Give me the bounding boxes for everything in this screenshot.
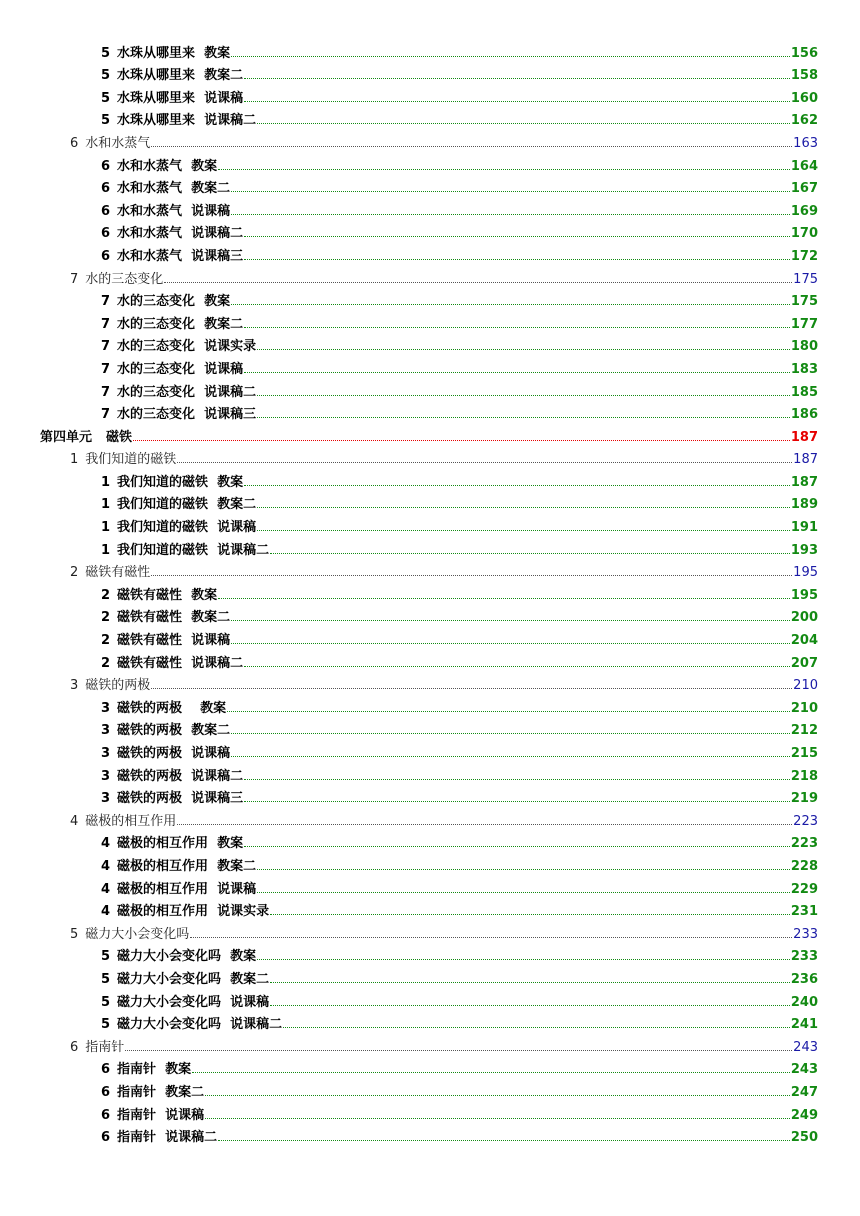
toc-entry-title: 磁力大小会变化吗 — [85, 926, 190, 942]
toc-entry-doc[interactable] — [0, 289, 860, 312]
toc-entry-lesson[interactable] — [0, 921, 860, 944]
toc-entry-title: 指南针 教案二 — [117, 1084, 205, 1100]
dot-leader — [244, 236, 790, 237]
toc-entry-page-number: 158 — [790, 68, 818, 84]
dot-leader — [244, 101, 790, 102]
toc-entry-line — [101, 177, 818, 198]
dot-leader — [244, 372, 790, 373]
toc-entry-number: 2 — [101, 633, 111, 649]
toc-entry-line — [101, 471, 818, 492]
toc-entry-line — [70, 1036, 818, 1057]
toc-entry-title: 磁铁有磁性 说课稿二 — [117, 655, 244, 671]
dot-leader — [257, 349, 790, 350]
toc-entry-line — [101, 1126, 818, 1147]
toc-entry-page-number: 193 — [790, 542, 818, 558]
toc-entry-number: 4 — [70, 813, 79, 829]
toc-entry-doc[interactable] — [0, 1057, 860, 1080]
dot-leader — [257, 530, 790, 531]
toc-entry-doc[interactable] — [0, 582, 860, 605]
toc-entry-doc[interactable] — [0, 356, 860, 379]
toc-entry-title: 磁力大小会变化吗 说课稿 — [117, 994, 270, 1010]
toc-entry-page-number: 162 — [790, 113, 818, 129]
toc-entry-line — [70, 268, 818, 289]
toc-entry-doc[interactable] — [0, 176, 860, 199]
dot-leader — [244, 327, 790, 328]
dot-leader — [244, 485, 790, 486]
toc-entry-line — [70, 132, 818, 153]
dot-leader — [227, 711, 790, 712]
toc-entry-title: 水的三态变化 教案 — [117, 294, 231, 310]
toc-entry-doc[interactable] — [0, 1125, 860, 1148]
toc-entry-page-number: 189 — [790, 497, 818, 513]
toc-entry-number: 7 — [101, 316, 111, 332]
toc-entry-lesson[interactable] — [0, 447, 860, 470]
toc-entry-doc[interactable] — [0, 108, 860, 131]
toc-entry-title: 指南针 说课稿 — [117, 1107, 205, 1123]
toc-entry-line — [101, 109, 818, 130]
toc-entry-line — [101, 719, 818, 740]
toc-entry-title: 磁力大小会变化吗 说课稿二 — [117, 1017, 283, 1033]
toc-entry-page-number: 180 — [790, 339, 818, 355]
toc-entry-number: 2 — [101, 587, 111, 603]
toc-entry-number: 7 — [101, 339, 111, 355]
toc-entry-title: 水的三态变化 — [85, 271, 164, 287]
dot-leader — [231, 214, 790, 215]
toc-entry-doc[interactable] — [0, 1102, 860, 1125]
toc-entry-line — [101, 64, 818, 85]
dot-leader — [133, 440, 790, 441]
toc-entry-title: 水和水蒸气 教案 — [117, 158, 218, 174]
toc-entry-number: 5 — [101, 994, 111, 1010]
toc-entry-title: 磁极的相互作用 — [85, 813, 177, 829]
toc-entry-page-number: 195 — [790, 587, 818, 603]
toc-entry-line — [101, 742, 818, 763]
toc-entry-line — [101, 539, 818, 560]
toc-entry-doc[interactable] — [0, 514, 860, 537]
toc-entry-title: 磁铁有磁性 说课稿 — [117, 633, 231, 649]
toc-entry-title: 磁铁的两极 教案 — [117, 700, 227, 716]
dot-leader — [257, 869, 790, 870]
toc-entry-page-number: 156 — [790, 45, 818, 61]
toc-entry-page-number: 223 — [790, 836, 818, 852]
toc-entry-page-number: 186 — [790, 407, 818, 423]
dot-leader — [164, 282, 792, 283]
toc-entry-page-number: 187 — [790, 474, 818, 490]
toc-entry-doc[interactable] — [0, 40, 860, 63]
toc-entry-title: 磁铁的两极 教案二 — [117, 723, 231, 739]
toc-entry-doc[interactable] — [0, 1012, 860, 1035]
dot-leader — [177, 824, 792, 825]
toc-entry-number: 5 — [101, 1017, 111, 1033]
toc-entry-number: 7 — [101, 294, 111, 310]
toc-entry-title: 磁极的相互作用 说课稿 — [117, 881, 257, 897]
toc-entry-doc[interactable] — [0, 1079, 860, 1102]
toc-entry-number: 5 — [101, 90, 111, 106]
toc-entry-page-number: 247 — [790, 1084, 818, 1100]
toc-entry-line — [70, 923, 818, 944]
toc-entry-page-number: 228 — [790, 858, 818, 874]
toc-entry-unit[interactable] — [0, 424, 860, 447]
dot-leader — [218, 169, 790, 170]
toc-entry-lesson[interactable] — [0, 808, 860, 831]
toc-entry-doc[interactable] — [0, 966, 860, 989]
toc-entry-doc[interactable] — [0, 605, 860, 628]
toc-entry-title: 我们知道的磁铁 说课稿 — [117, 520, 257, 536]
toc-entry-line — [101, 1081, 818, 1102]
dot-leader — [270, 914, 790, 915]
toc-entry-page-number: 250 — [790, 1130, 818, 1146]
dot-leader — [257, 507, 790, 508]
dot-leader — [151, 688, 792, 689]
dot-leader — [218, 1140, 790, 1141]
dot-leader — [231, 56, 790, 57]
toc-entry-number: 2 — [101, 655, 111, 671]
toc-entry-doc[interactable] — [0, 311, 860, 334]
toc-entry-number: 4 — [101, 836, 111, 852]
toc-entry-line — [101, 606, 818, 627]
dot-leader — [151, 146, 792, 147]
toc-entry-page-number: 212 — [790, 723, 818, 739]
toc-entry-number: 2 — [70, 565, 79, 581]
toc-entry-lesson[interactable] — [0, 130, 860, 153]
toc-entry-lesson[interactable] — [0, 560, 860, 583]
toc-entry-title: 水珠从哪里来 教案二 — [117, 68, 244, 84]
dot-leader — [205, 1095, 790, 1096]
toc-entry-lesson[interactable] — [0, 1034, 860, 1057]
dot-leader — [270, 982, 790, 983]
toc-entry-page-number: 187 — [790, 429, 818, 445]
toc-entry-doc[interactable] — [0, 85, 860, 108]
toc-entry-number: 6 — [101, 1130, 111, 1146]
dot-leader — [231, 304, 790, 305]
toc-entry-line — [70, 810, 818, 831]
toc-entry-page-number: 240 — [790, 994, 818, 1010]
toc-entry-page-number: 219 — [790, 791, 818, 807]
toc-entry-page-number: 164 — [790, 158, 818, 174]
toc-entry-line — [101, 516, 818, 537]
dot-leader — [231, 620, 790, 621]
toc-entry-line — [101, 832, 818, 853]
toc-entry-line — [101, 381, 818, 402]
toc-entry-line — [101, 155, 818, 176]
toc-entry-line — [101, 787, 818, 808]
toc-entry-number: 1 — [101, 497, 111, 513]
toc-entry-doc[interactable] — [0, 492, 860, 515]
toc-entry-doc[interactable] — [0, 786, 860, 809]
toc-entry-title: 水珠从哪里来 说课稿 — [117, 90, 244, 106]
toc-entry-title: 水的三态变化 说课稿三 — [117, 407, 257, 423]
toc-entry-number: 6 — [101, 1107, 111, 1123]
dot-leader — [257, 395, 790, 396]
toc-entry-title: 水和水蒸气 教案二 — [117, 181, 231, 197]
dot-leader — [218, 598, 790, 599]
toc-entry-line — [101, 878, 818, 899]
toc-entry-line — [101, 855, 818, 876]
dot-leader — [244, 666, 790, 667]
toc-entry-line — [101, 87, 818, 108]
toc-entry-page-number: 218 — [790, 768, 818, 784]
toc-entry-title: 我们知道的磁铁 说课稿二 — [117, 542, 270, 558]
toc-entry-page-number: 177 — [790, 316, 818, 332]
toc-entry-number: 5 — [101, 113, 111, 129]
toc-entry-doc[interactable] — [0, 763, 860, 786]
toc-entry-page-number: 223 — [793, 813, 818, 829]
toc-entry-doc[interactable] — [0, 831, 860, 854]
toc-entry-line — [101, 1013, 818, 1034]
dot-leader — [231, 733, 790, 734]
toc-entry-doc[interactable] — [0, 899, 860, 922]
toc-entry-number: 5 — [70, 926, 79, 942]
toc-entry-page-number: 241 — [790, 1017, 818, 1033]
toc-entry-doc[interactable] — [0, 718, 860, 741]
toc-entry-page-number: 200 — [790, 610, 818, 626]
toc-entry-number: 5 — [101, 45, 111, 61]
toc-entry-number: 4 — [101, 858, 111, 874]
toc-entry-line — [101, 245, 818, 266]
toc-entry-number: 3 — [101, 791, 111, 807]
toc-entry-title: 磁铁有磁性 — [85, 565, 151, 581]
toc-entry-lesson[interactable] — [0, 673, 860, 696]
toc-entry-title: 磁铁有磁性 教案二 — [117, 610, 231, 626]
toc-entry-number: 7 — [70, 271, 79, 287]
toc-entry-page-number: 169 — [790, 203, 818, 219]
toc-entry-page-number: 249 — [790, 1107, 818, 1123]
toc-entry-number: 2 — [101, 610, 111, 626]
toc-entry-number: 7 — [101, 384, 111, 400]
toc-entry-doc[interactable] — [0, 379, 860, 402]
toc-entry-number: 5 — [101, 971, 111, 987]
dot-leader — [244, 846, 790, 847]
toc-entry-line — [101, 493, 818, 514]
toc-entry-page-number: 243 — [793, 1039, 818, 1055]
toc-entry-title: 磁铁的两极 说课稿 — [117, 746, 231, 761]
toc-entry-title: 我们知道的磁铁 教案二 — [117, 497, 257, 513]
dot-leader — [190, 937, 792, 938]
toc-entry-title: 磁极的相互作用 说课实录 — [117, 904, 270, 920]
toc-entry-line — [101, 629, 818, 650]
dot-leader — [244, 78, 790, 79]
toc-entry-line — [101, 968, 818, 989]
toc-entry-doc[interactable] — [0, 853, 860, 876]
toc-entry-number: 4 — [101, 881, 111, 897]
dot-leader — [257, 417, 790, 418]
toc-entry-line — [40, 426, 818, 447]
toc-entry-number: 3 — [101, 723, 111, 739]
toc-entry-title: 磁铁 — [106, 429, 133, 445]
toc-entry-line — [101, 991, 818, 1012]
toc-entry-title: 磁极的相互作用 教案 — [117, 836, 244, 852]
toc-entry-number: 6 — [70, 135, 79, 151]
toc-entry-number: 1 — [101, 474, 111, 490]
toc-entry-title: 水的三态变化 说课稿 — [117, 361, 244, 377]
toc-entry-page-number: 185 — [790, 384, 818, 400]
toc-entry-doc[interactable] — [0, 650, 860, 673]
toc-entry-title: 磁铁的两极 说课稿二 — [117, 768, 244, 784]
toc-entry-number: 7 — [101, 361, 111, 377]
toc-entry-number: 第四单元 — [40, 429, 93, 445]
toc-entry-number: 6 — [101, 1062, 111, 1078]
toc-entry-number: 1 — [70, 452, 79, 468]
toc-entry-number: 6 — [101, 203, 111, 219]
toc-entry-line — [70, 561, 818, 582]
toc-entry-doc[interactable] — [0, 537, 860, 560]
toc-entry-line — [101, 1104, 818, 1125]
toc-entry-title: 磁力大小会变化吗 教案二 — [117, 971, 270, 987]
dot-leader — [125, 1050, 792, 1051]
toc-entry-title: 指南针 — [85, 1039, 125, 1055]
toc-entry-number: 6 — [101, 181, 111, 197]
dot-leader — [151, 575, 792, 576]
toc-entry-page-number: 175 — [793, 271, 818, 287]
dot-leader — [270, 1005, 790, 1006]
toc-entry-number: 5 — [101, 949, 111, 965]
toc-entry-page-number: 215 — [790, 746, 818, 761]
dot-leader — [270, 553, 790, 554]
toc-entry-title: 我们知道的磁铁 教案 — [117, 474, 244, 490]
toc-entry-page-number: 207 — [790, 655, 818, 671]
toc-entry-number: 3 — [101, 746, 111, 761]
toc-entry-line — [101, 584, 818, 605]
toc-entry-doc[interactable] — [0, 153, 860, 176]
toc-entry-doc[interactable] — [0, 243, 860, 266]
toc-entry-title: 我们知道的磁铁 — [85, 452, 177, 468]
dot-leader — [257, 959, 790, 960]
toc-entry-title: 水的三态变化 说课稿二 — [117, 384, 257, 400]
toc-entry-number: 6 — [101, 226, 111, 242]
toc-entry-line — [101, 1058, 818, 1079]
toc-entry-title: 磁极的相互作用 教案二 — [117, 858, 257, 874]
toc-entry-page-number: 167 — [790, 181, 818, 197]
toc-entry-doc[interactable] — [0, 876, 860, 899]
toc-entry-line — [101, 945, 818, 966]
toc-entry-page-number: 229 — [790, 881, 818, 897]
toc-entry-doc[interactable] — [0, 944, 860, 967]
toc-entry-doc[interactable] — [0, 627, 860, 650]
toc-entry-page-number: 160 — [790, 90, 818, 106]
dot-leader — [257, 892, 790, 893]
dot-leader — [231, 756, 790, 757]
toc-entry-page-number: 191 — [790, 520, 818, 536]
toc-entry-line — [101, 403, 818, 424]
dot-leader — [257, 123, 790, 124]
table-of-contents — [0, 40, 860, 1147]
toc-entry-line — [101, 200, 818, 221]
toc-entry-line — [101, 222, 818, 243]
toc-entry-page-number: 233 — [790, 949, 818, 965]
toc-entry-line — [101, 313, 818, 334]
toc-entry-doc[interactable] — [0, 740, 860, 763]
toc-entry-title: 水的三态变化 教案二 — [117, 316, 244, 332]
toc-entry-line — [101, 42, 818, 63]
toc-entry-doc[interactable] — [0, 469, 860, 492]
toc-entry-title: 水和水蒸气 — [85, 135, 151, 151]
toc-entry-line — [101, 765, 818, 786]
toc-entry-number: 1 — [101, 520, 111, 536]
toc-entry-number: 7 — [101, 407, 111, 423]
dot-leader — [244, 259, 790, 260]
toc-entry-title: 水珠从哪里来 教案 — [117, 45, 231, 61]
toc-entry-doc[interactable] — [0, 221, 860, 244]
toc-entry-number: 4 — [101, 904, 111, 920]
toc-entry-number: 6 — [101, 158, 111, 174]
toc-entry-number: 1 — [101, 542, 111, 558]
toc-entry-page-number: 204 — [790, 633, 818, 649]
toc-entry-title: 磁铁的两极 — [85, 678, 151, 694]
dot-leader — [244, 779, 790, 780]
toc-entry-number: 6 — [101, 248, 111, 264]
dot-leader — [231, 643, 790, 644]
toc-entry-page-number: 175 — [790, 294, 818, 310]
dot-leader — [177, 462, 792, 463]
toc-entry-line — [101, 358, 818, 379]
toc-entry-line — [101, 652, 818, 673]
toc-entry-doc[interactable] — [0, 402, 860, 425]
toc-entry-title: 指南针 说课稿二 — [117, 1130, 218, 1146]
dot-leader — [244, 801, 790, 802]
toc-entry-title: 水和水蒸气 说课稿 — [117, 203, 231, 219]
toc-entry-number: 3 — [70, 678, 79, 694]
toc-entry-title: 水和水蒸气 说课稿三 — [117, 248, 244, 264]
toc-entry-lesson[interactable] — [0, 266, 860, 289]
toc-entry-page-number: 163 — [793, 135, 818, 151]
toc-entry-title: 指南针 教案 — [117, 1062, 192, 1078]
toc-entry-page-number: 170 — [790, 226, 818, 242]
toc-entry-line — [70, 448, 818, 469]
toc-entry-page-number: 195 — [793, 565, 818, 581]
toc-entry-number: 6 — [101, 1084, 111, 1100]
toc-entry-doc[interactable] — [0, 63, 860, 86]
toc-entry-line — [101, 697, 818, 718]
dot-leader — [205, 1118, 790, 1119]
toc-entry-page-number: 231 — [790, 904, 818, 920]
toc-entry-doc[interactable] — [0, 989, 860, 1012]
toc-entry-page-number: 236 — [790, 971, 818, 987]
toc-entry-number: 3 — [101, 768, 111, 784]
toc-entry-page-number: 187 — [793, 452, 818, 468]
toc-entry-title: 水珠从哪里来 说课稿二 — [117, 113, 257, 129]
toc-entry-line — [101, 290, 818, 311]
toc-entry-line — [101, 900, 818, 921]
toc-entry-page-number: 183 — [790, 361, 818, 377]
toc-entry-line — [101, 335, 818, 356]
toc-entry-page-number: 233 — [793, 926, 818, 942]
toc-entry-doc[interactable] — [0, 334, 860, 357]
dot-leader — [231, 191, 790, 192]
toc-entry-doc[interactable] — [0, 695, 860, 718]
toc-entry-title: 磁铁有磁性 教案 — [117, 587, 218, 603]
dot-leader — [283, 1027, 790, 1028]
toc-entry-page-number: 243 — [790, 1062, 818, 1078]
dot-leader — [192, 1072, 790, 1073]
toc-entry-line — [70, 674, 818, 695]
toc-entry-title: 水和水蒸气 说课稿二 — [117, 226, 244, 242]
toc-entry-number: 3 — [101, 700, 111, 716]
toc-entry-page-number: 210 — [790, 700, 818, 716]
toc-entry-page-number: 210 — [793, 678, 818, 694]
toc-entry-number: 6 — [70, 1039, 79, 1055]
toc-entry-number: 5 — [101, 68, 111, 84]
toc-entry-page-number: 172 — [790, 248, 818, 264]
toc-entry-doc[interactable] — [0, 198, 860, 221]
toc-entry-title: 水的三态变化 说课实录 — [117, 339, 257, 355]
toc-entry-title: 磁力大小会变化吗 教案 — [117, 949, 257, 965]
toc-entry-title: 磁铁的两极 说课稿三 — [117, 791, 244, 807]
